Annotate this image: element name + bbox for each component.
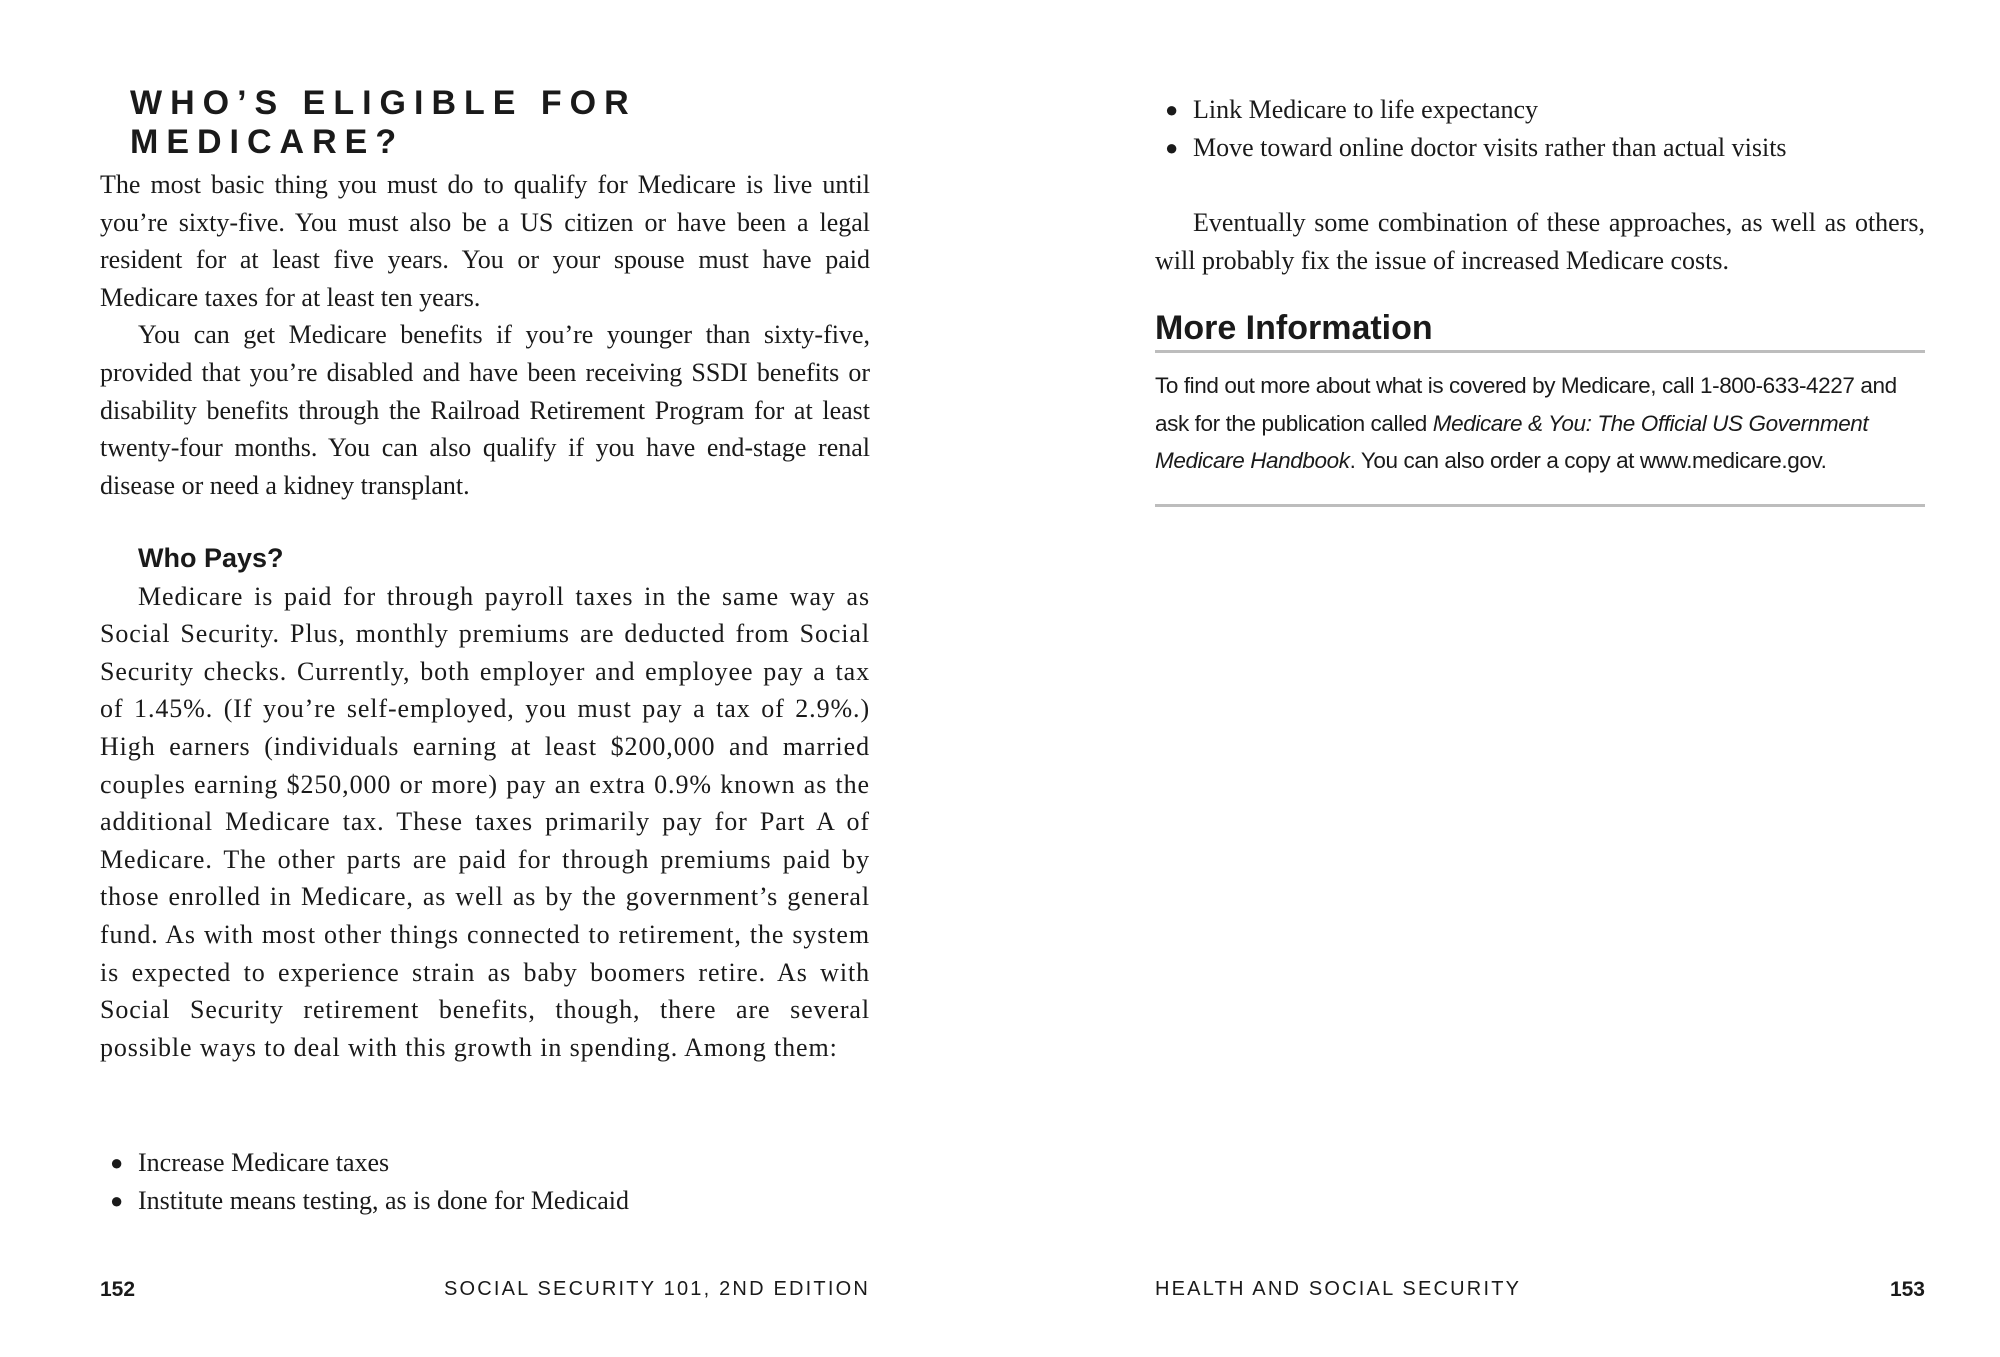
more-information-title: More Information <box>1155 308 1925 353</box>
eligibility-paragraph-1: The most basic thing you must do to qualify for Medicare is live until you’re sixty-five. You must also be a US citizen or have been a legal resident for at least five years. You or your spouse must have paid Medicare taxes for at least ten years. <box>100 170 870 312</box>
chapter-heading: WHO’S ELIGIBLE FOR MEDICARE? <box>130 84 637 161</box>
running-head-right: HEALTH AND SOCIAL SECURITY <box>1155 1278 1522 1300</box>
right-bullet-list <box>1155 91 1925 166</box>
list-item: ● Link Medicare to life expectancy <box>1155 91 1925 129</box>
eligibility-paragraph-2: You can get Medicare benefits if you’re younger than sixty-five, provided that you’re disabled and have been receiving SSDI benefits or disability benefits through the Railroad Retirement Program for at least twenty-four months. You can also qualify if you have end-stage renal disease or need a kidney transplant. <box>100 320 870 500</box>
bullet-icon: ● <box>110 1150 124 1175</box>
publication-title: Medicare & You: The Official US Government Medicare Handbook <box>1155 410 1869 474</box>
who-pays-paragraph: Medicare is paid for through payroll taxes in the same way as Social Security. Plus, monthly premiums are deducted from Social Security checks. Currently, both employer and employee pay a tax of 1.45%. (If you’re self-employed, you must pay a tax of 2.9%.) High earners (individuals earning at least $200,000 and married couples earning $250,000 or more) pay an extra 0.9% known as the additional Medicare tax. These taxes primarily pay for Part A of Medicare. The other parts are paid for through premiums paid by those enrolled in Medicare, as well as by the government’s general fund. As with most other things connected to retirement, the system is expected to experience strain as baby boomers retire. As with Social Security retirement benefits, though, there are several possible ways to deal with this growth in spending. Among them: <box>100 581 870 1062</box>
conclusion-paragraph: Eventually some combination of these approaches, as well as others, will probably fix the issue of increased Medicare costs. <box>1155 208 1925 275</box>
left-bullet-list <box>100 1144 870 1219</box>
conclusion-section <box>1155 204 1925 279</box>
who-pays-subheading: Who Pays? <box>138 543 284 573</box>
left-page <box>100 0 870 1357</box>
bullet-icon: ● <box>1165 97 1179 122</box>
page-number-left: 152 <box>100 1278 136 1301</box>
more-information-box <box>1155 308 1925 507</box>
eligibility-section <box>100 166 870 504</box>
list-item: ● Institute means testing, as is done for Medicaid <box>100 1182 870 1220</box>
more-information-text: To find out more about what is covered by Medicare, call 1-800-633-4227 and ask for the publication called Medicare & You: The Official US Government Medicare Handbook. You can also order a copy at www.medicare.gov. <box>1155 367 1925 507</box>
bullet-icon: ● <box>1165 134 1179 160</box>
page-number-right: 153 <box>1889 1278 1925 1301</box>
list-item: ● Increase Medicare taxes <box>100 1144 870 1182</box>
list-item: ● Move toward online doctor visits rather than actual visits <box>1155 129 1925 167</box>
right-page <box>1155 0 1925 1357</box>
bullet-icon: ● <box>110 1187 124 1213</box>
who-pays-section <box>100 540 870 1066</box>
running-head-left: SOCIAL SECURITY 101, 2ND EDITION <box>443 1278 870 1300</box>
